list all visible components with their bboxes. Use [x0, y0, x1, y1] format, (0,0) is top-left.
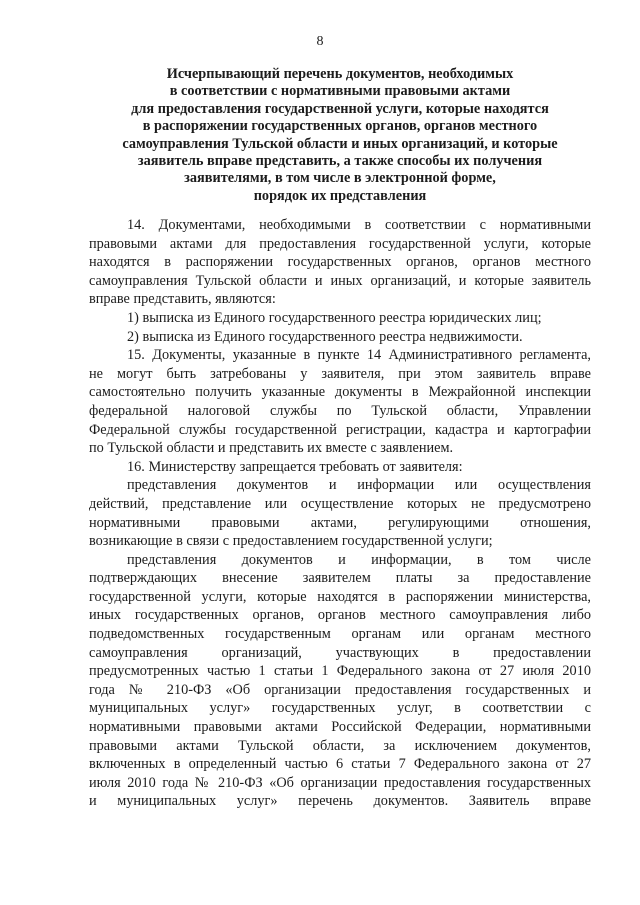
- heading-line: заявитель вправе представить, а также способы их получения: [137, 153, 543, 170]
- text-line: по Тульской области и представить их вместе с заявлением.: [89, 440, 454, 457]
- text-line: нормативными правовыми актами, регулирующими отношения,: [89, 514, 591, 531]
- text-line: нормативными правовыми актами Российской Федерации, нормативными: [89, 719, 591, 736]
- text-line: предусмотренных частью 1 статьи 1 Федерального закона от 27 июля 2010: [89, 663, 591, 680]
- heading-line: порядок их представления: [253, 187, 427, 204]
- text-line: не могут быть затребованы у заявителя, при этом заявитель вправе: [89, 365, 591, 382]
- text-line: самоуправления Тульской области и иных организаций, и которые заявитель: [89, 272, 591, 289]
- text-line: вправе представить, являются:: [89, 291, 276, 308]
- text-line: Федеральной службы государственной регистрации, кадастра и картографии: [89, 421, 591, 438]
- heading-line: в распоряжении государственных органов, органов местного: [142, 118, 538, 135]
- text-line: находятся в распоряжении государственных органов, органов местного: [89, 254, 591, 271]
- text-line: года № 210-ФЗ «Об организации предоставления государственных и: [89, 681, 591, 698]
- text-line: 1) выписка из Единого государственного реестра юридических лиц;: [127, 309, 542, 326]
- text-line: самостоятельно получить указанные документы в Межрайонной инспекции: [89, 384, 591, 401]
- text-line: 15. Документы, указанные в пункте 14 Административного регламента,: [127, 347, 591, 364]
- text-line: подведомственных государственным органам или органам местного: [89, 626, 591, 643]
- text-line: федеральной налоговой службы по Тульской области, Управлении: [89, 402, 591, 419]
- heading-line: самоуправления Тульской области и иных организаций, и которые: [122, 135, 558, 152]
- heading-line: заявителями, в том числе в электронной форме,: [184, 170, 496, 187]
- heading-line: для предоставления государственной услуги, которые находятся: [131, 100, 549, 117]
- text-line: правовыми актами Тульской области, за исключением документов,: [89, 737, 591, 754]
- text-line: июля 2010 года № 210-ФЗ «Об организации предоставления государственных: [89, 774, 591, 791]
- text-line: 14. Документами, необходимыми в соответствии с нормативными: [127, 217, 591, 233]
- text-line: иных государственных органов, органов местного самоуправления либо: [89, 607, 591, 624]
- page-number: 8: [316, 34, 324, 49]
- text-line: государственной услуги, которые находятся в распоряжении министерства,: [89, 588, 591, 605]
- text-line: правовыми актами для предоставления государственной услуги, которые: [89, 235, 591, 252]
- text-line: и муниципальных услуг» перечень документов. Заявитель вправе: [89, 793, 591, 810]
- text-line: 16. Министерству запрещается требовать от заявителя:: [127, 458, 463, 475]
- document-body: [89, 216, 591, 811]
- text-line: действий, представление или осуществление которых не предусмотрено: [89, 495, 591, 512]
- text-line: представления документов и информации или осуществления: [127, 477, 591, 494]
- heading-line: в соответствии с нормативными правовыми актами: [169, 83, 511, 100]
- text-line: муниципальных услуг» государственных услуг, в соответствии с: [89, 700, 591, 717]
- text-line: 2) выписка из Единого государственного реестра недвижимости.: [127, 328, 523, 345]
- text-line: возникающие в связи с предоставлением государственной услуги;: [89, 533, 493, 550]
- text-line: включенных в определенный частью 6 статьи 7 Федерального закона от 27: [89, 756, 591, 773]
- text-line: подтверждающих внесение заявителем платы за предоставление: [89, 570, 591, 587]
- text-line: самоуправления организаций, участвующих в предоставлении: [89, 644, 591, 661]
- text-line: представления документов и информации, в том числе: [127, 551, 591, 568]
- section-heading: [90, 66, 590, 205]
- heading-line: Исчерпывающий перечень документов, необходимых: [166, 66, 514, 82]
